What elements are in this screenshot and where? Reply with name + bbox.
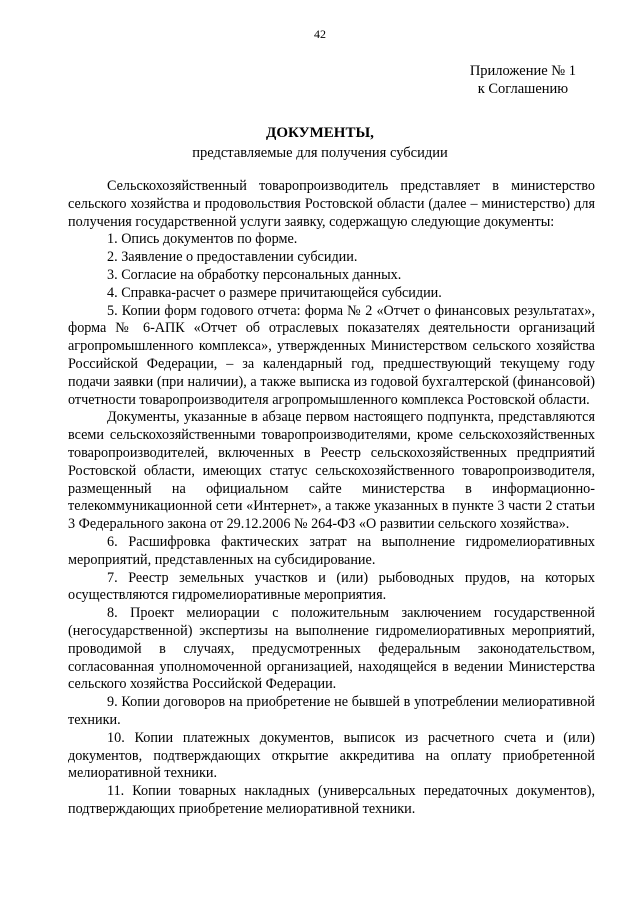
document-title: ДОКУМЕНТЫ,: [266, 125, 374, 141]
list-item-10: 10. Копии платежных документов, выписок из расчетного счета и (или) документов, подтверждающих открытие аккредитива на оплату приобретенной мелиоративной техники.: [68, 729, 595, 782]
list-item-1: 1. Опись документов по форме.: [107, 231, 298, 248]
appendix-line-1: Приложение № 1: [469, 63, 576, 79]
appendix-header: [470, 62, 576, 98]
list-item-2: 2. Заявление о предоставлении субсидии.: [107, 249, 358, 266]
list-item-8: 8. Проект мелиорации с положительным заключением государственной (негосударственной) экспертизы на выполнение гидромелиоративных мероприятий, проводимой в случаях, предусмотренных федеральным законодательством, согласованная уполномоченной организацией, находящейся в ведении Министерства сельского хозяйства Российской Федерации.: [68, 605, 595, 693]
document-subtitle: представляемые для получения субсидии: [192, 145, 448, 161]
list-item-11: 11. Копии товарных накладных (универсальных передаточных документов), подтверждающих приобретение мелиоративной техники.: [68, 783, 595, 817]
paragraph-intro: Сельскохозяйственный товаропроизводитель представляет в министерство сельского хозяйства и продовольствия Ростовской области (далее – министерство) для получения государственной услуги заявку, содержащую следующие документы:: [68, 178, 595, 230]
list-item-6: 6. Расшифровка фактических затрат на выполнение гидромелиоративных мероприятий, представленных на субсидирование.: [68, 533, 595, 568]
list-item-5: 5. Копии форм годового отчета: форма № 2 «Отчет о финансовых результатах», форма № 6-АПК «Отчет об отраслевых показателях деятельности организаций агропромышленного комплекса», утвержденных Министерством сельского хозяйства Российской Федерации, – за календарный год, предшествующий текущему году подачи заявки (при наличии), а также выписка из годовой бухгалтерской (финансовой) отчетности товаропроизводителя агропромышленного комплекса Ростовской области.: [68, 302, 595, 408]
paragraph-documents-note: Документы, указанные в абзаце первом настоящего подпункта, представляются всеми сельскохозяйственными товаропроизводителями, кроме сельскохозяйственных товаропроизводителей, включенных в Реестр сельскохозяйственных предприятий Ростовской области, имеющих статус сельскохозяйственного товаропроизводителя, размещенный на официальном сайте министерства в информационно-телекоммуникационной сети «Интернет», а также указанных в пункте 3 части 2 статьи 3 Федерального закона от 29.12.2006 № 264-ФЗ «О развитии сельского хозяйства».: [68, 409, 595, 533]
list-item-7: 7. Реестр земельных участков и (или) рыбоводных прудов, на которых осуществляются гидромелиоративные мероприятия.: [68, 569, 595, 604]
document-body: [68, 178, 595, 819]
list-item-3: 3. Согласие на обработку персональных данных.: [107, 266, 402, 283]
list-item-9: 9. Копии договоров на приобретение не бывшей в употреблении мелиоративной техники.: [68, 694, 595, 728]
page-number: 42: [314, 27, 326, 41]
appendix-line-2: к Соглашению: [477, 81, 569, 97]
list-item-4: 4. Справка-расчет о размере причитающейся субсидии.: [107, 284, 442, 301]
